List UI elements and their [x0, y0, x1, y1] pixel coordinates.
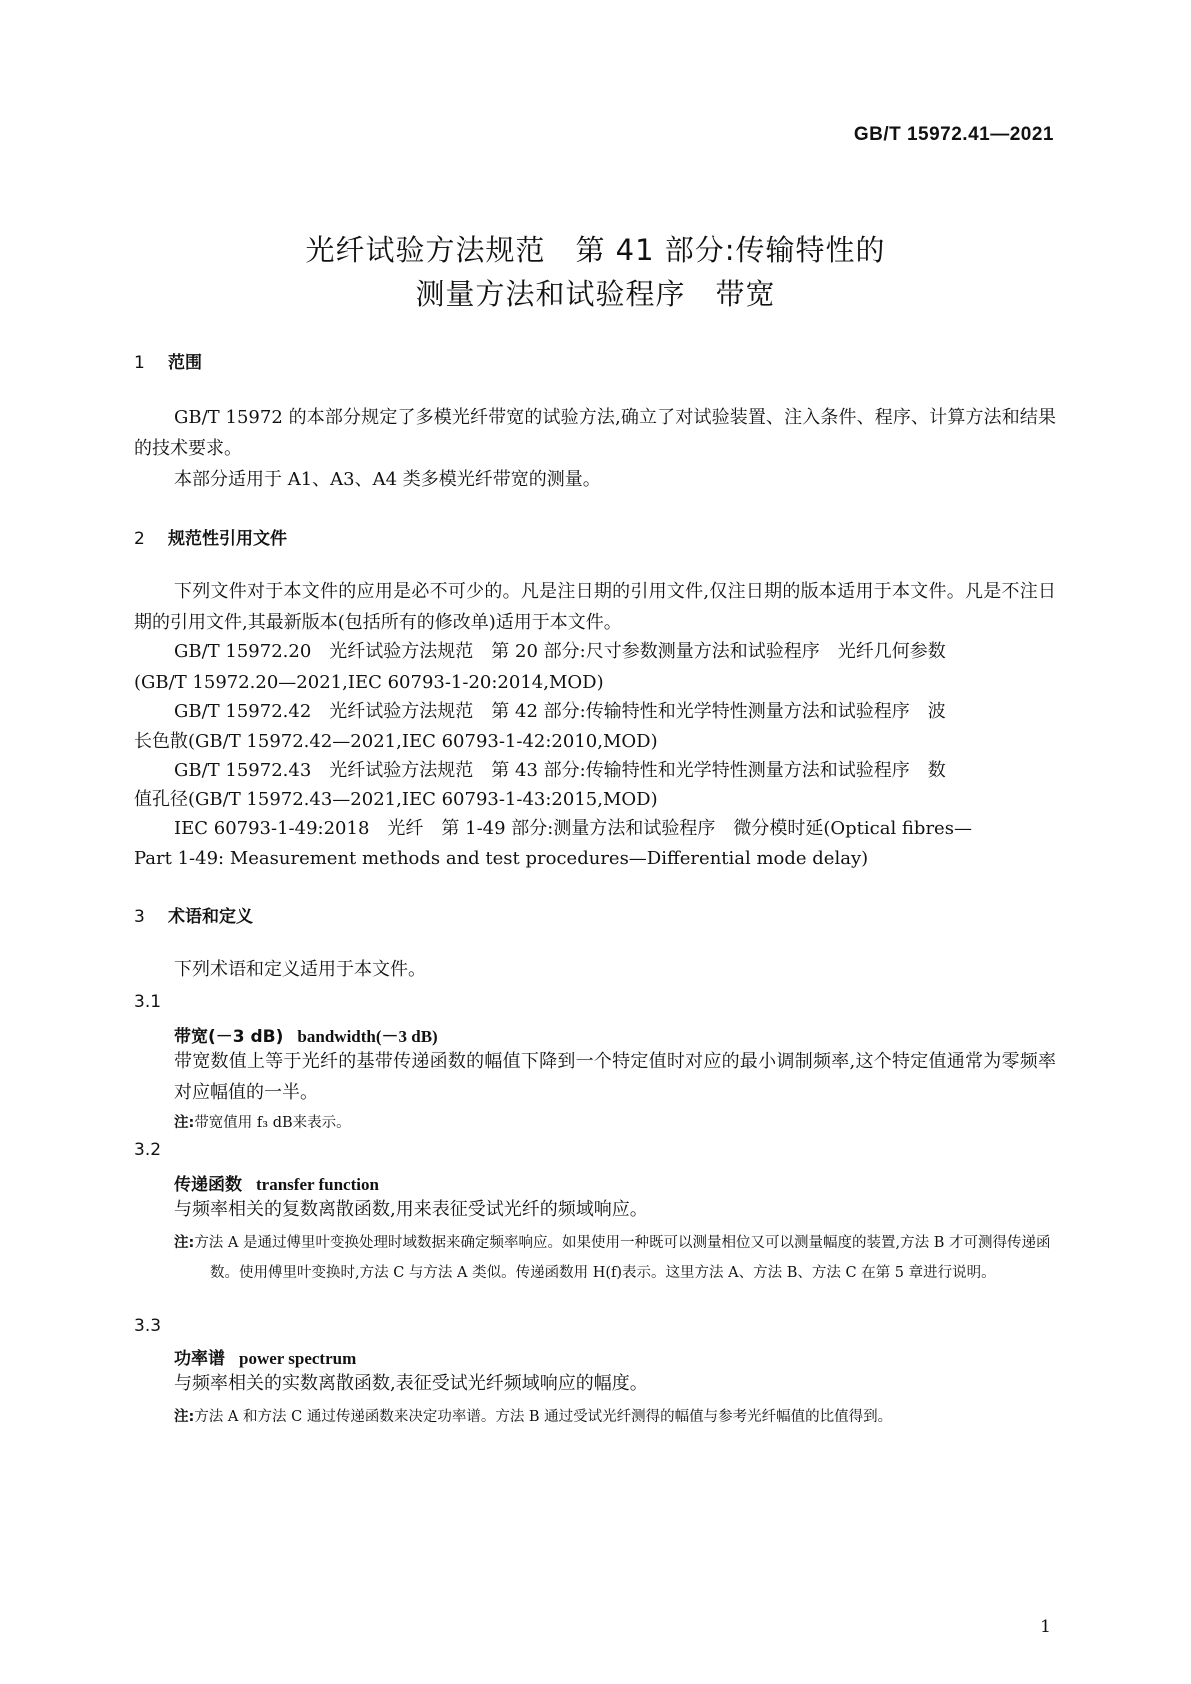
note-label: 注:	[174, 1409, 195, 1425]
term-heading	[174, 1344, 356, 1369]
section-title: 范围	[168, 353, 202, 373]
reference-3-line-2: 值孔径(GB/T 15972.43—2021,IEC 60793-1-43:2015,MOD)	[134, 789, 658, 810]
section-3-intro: 下列术语和定义适用于本文件。	[174, 959, 426, 980]
section-2-heading	[134, 524, 287, 549]
section-1-paragraph-2: 本部分适用于 A1、A3、A4 类多模光纤带宽的测量。	[174, 469, 601, 490]
term-note	[174, 1108, 1056, 1138]
term-chinese: 功率谱	[174, 1349, 225, 1369]
section-3-heading	[134, 902, 253, 927]
section-1-heading	[134, 348, 202, 373]
term-number: 3.2	[134, 1140, 162, 1160]
section-number: 3	[134, 907, 145, 927]
reference-2-line-1: GB/T 15972.42 光纤试验方法规范 第 42 部分:传输特性和光学特性测量方法和试验程序 波	[174, 701, 946, 722]
section-title: 规范性引用文件	[168, 529, 287, 549]
term-english: transfer function	[256, 1175, 379, 1194]
note-text: 带宽值用 f₃ dB来表示。	[194, 1115, 351, 1131]
section-2-intro: 下列文件对于本文件的应用是必不可少的。凡是注日期的引用文件,仅注日期的版本适用于本文件。凡是不注日期的引用文件,其最新版本(包括所有的修改单)适用于本文件。	[134, 581, 1056, 633]
section-1-paragraph-1: GB/T 15972 的本部分规定了多模光纤带宽的试验方法,确立了对试验装置、注入条件、程序、计算方法和结果的技术要求。	[134, 407, 1056, 459]
note-label: 注:	[174, 1115, 195, 1131]
term-definition: 与频率相关的复数离散函数,用来表征受试光纤的频域响应。	[174, 1199, 648, 1220]
term-definition: 与频率相关的实数离散函数,表征受试光纤频域响应的幅度。	[174, 1373, 648, 1394]
term-heading	[174, 1170, 379, 1195]
term-chinese: 传递函数	[174, 1175, 242, 1195]
reference-4-line-1: IEC 60793-1-49:2018 光纤 第 1-49 部分:测量方法和试验程序 微分模时延(Optical fibres—	[174, 818, 972, 839]
section-number: 1	[134, 353, 145, 373]
section-title: 术语和定义	[168, 907, 253, 927]
term-english: bandwidth(－3 dB)	[297, 1027, 438, 1046]
reference-3-line-1: GB/T 15972.43 光纤试验方法规范 第 43 部分:传输特性和光学特性测量方法和试验程序 数	[174, 760, 946, 781]
term-chinese: 带宽(－3 dB)	[174, 1027, 284, 1047]
reference-2-line-2: 长色散(GB/T 15972.42—2021,IEC 60793-1-42:2010,MOD)	[134, 731, 658, 752]
term-number: 3.3	[134, 1316, 162, 1336]
document-title-line-1: 光纤试验方法规范 第 41 部分:传输特性的	[305, 233, 886, 267]
standard-code: GB/T 15972.41—2021	[853, 124, 1054, 145]
term-english: power spectrum	[239, 1349, 357, 1368]
term-note	[174, 1402, 1056, 1432]
term-number: 3.1	[134, 992, 162, 1012]
note-text: 方法 A 是通过傅里叶变换处理时域数据来确定频率响应。如果使用一种既可以测量相位又可以测量幅度的装置,方法 B 才可测得传递函数。使用傅里叶变换时,方法 C 与方法 A 类似。传递函数用 H(f)表示。这里方法 A、方法 B、方法 C 在第 5 章进行说明。	[194, 1235, 1051, 1281]
document-title-line-2: 测量方法和试验程序 带宽	[415, 277, 776, 311]
term-definition: 带宽数值上等于光纤的基带传递函数的幅值下降到一个特定值时对应的最小调制频率,这个特定值通常为零频率对应幅值的一半。	[174, 1051, 1056, 1103]
term-note	[174, 1228, 1056, 1288]
section-number: 2	[134, 529, 145, 549]
note-label: 注:	[174, 1235, 195, 1251]
term-heading	[174, 1022, 438, 1047]
note-text: 方法 A 和方法 C 通过传递函数来决定功率谱。方法 B 通过受试光纤测得的幅值与参考光纤幅值的比值得到。	[194, 1409, 893, 1425]
reference-4-line-2: Part 1-49: Measurement methods and test procedures—Differential mode delay)	[134, 848, 869, 869]
reference-1-line-2: (GB/T 15972.20—2021,IEC 60793-1-20:2014,MOD)	[134, 672, 604, 693]
reference-1-line-1: GB/T 15972.20 光纤试验方法规范 第 20 部分:尺寸参数测量方法和试验程序 光纤几何参数	[174, 641, 946, 662]
page-number: 1	[1040, 1617, 1051, 1637]
